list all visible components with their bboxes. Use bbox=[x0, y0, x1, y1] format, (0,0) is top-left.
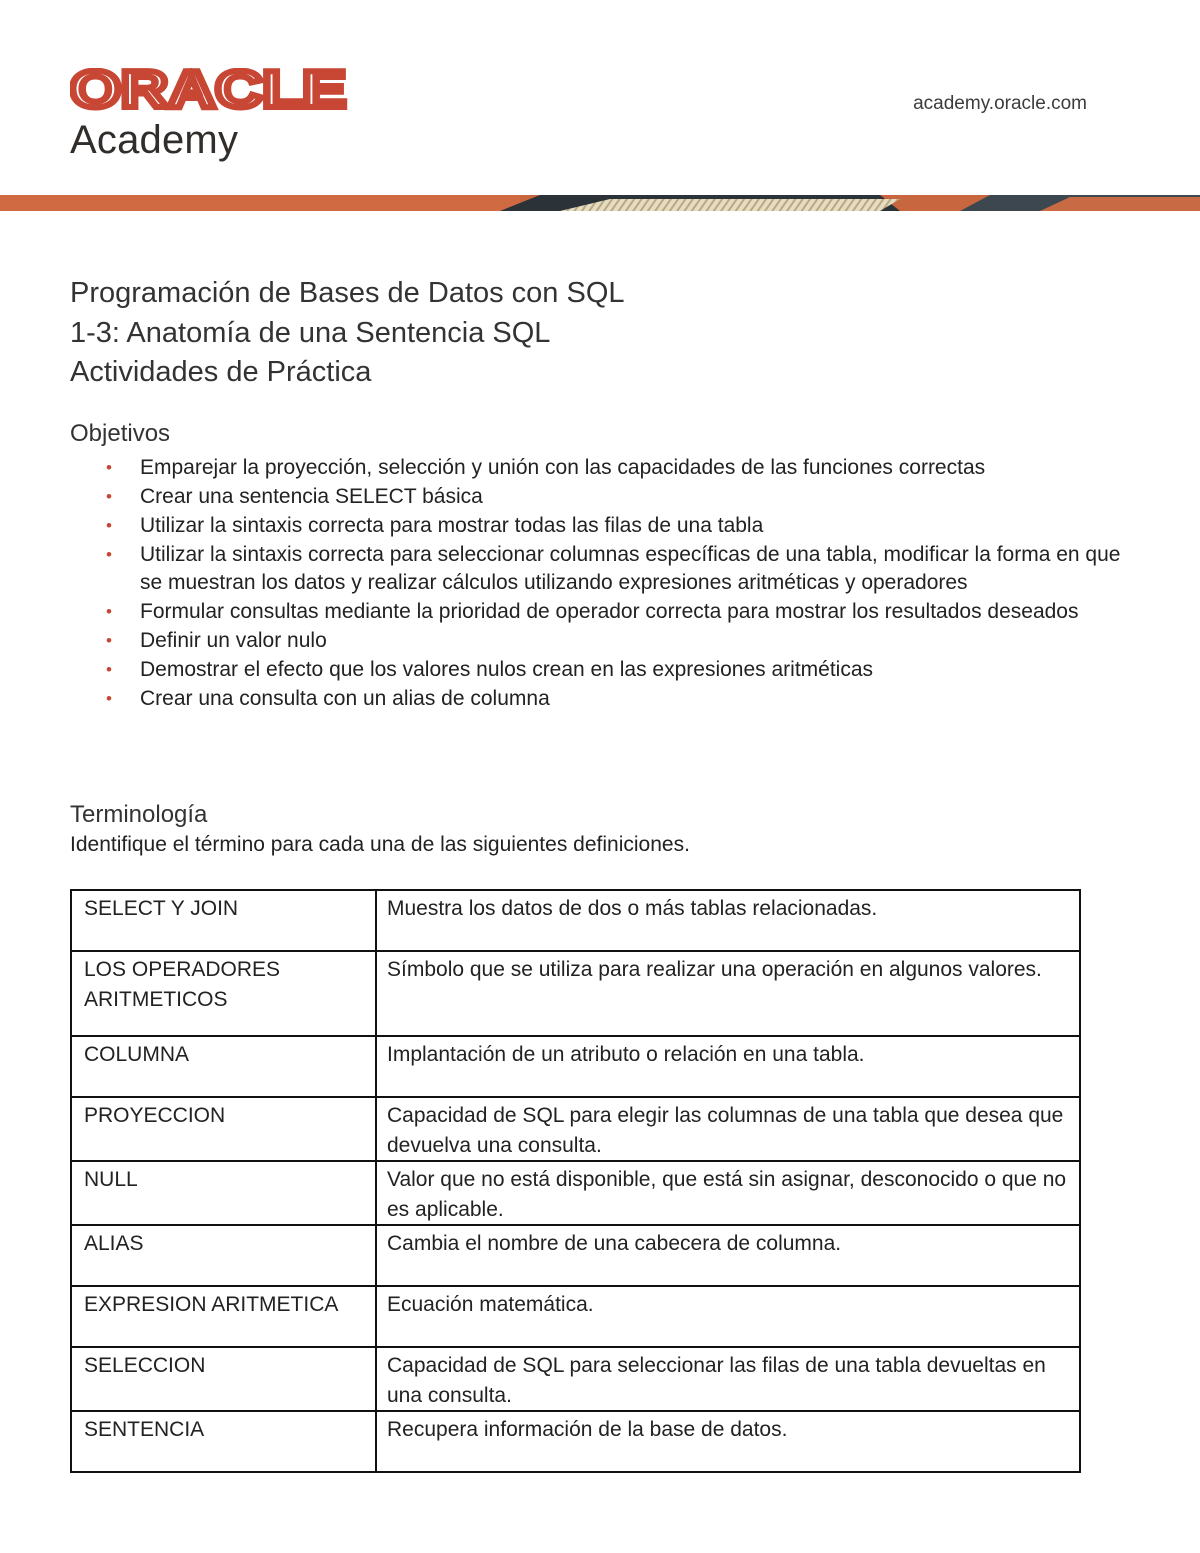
term-cell[interactable]: SELECCION bbox=[71, 1347, 376, 1411]
lesson-title: 1-3: Anatomía de una Sentencia SQL bbox=[70, 316, 551, 349]
definition-cell: Implantación de un atributo o relación en una tabla. bbox=[376, 1036, 1080, 1097]
bullet-icon: • bbox=[106, 487, 112, 506]
objectives-heading: Objetivos bbox=[70, 420, 171, 447]
term-cell[interactable]: SELECT Y JOIN bbox=[71, 890, 376, 951]
definition-cell: Muestra los datos de dos o más tablas relacionadas. bbox=[376, 890, 1080, 951]
course-title: Programación de Bases de Datos con SQL bbox=[70, 277, 625, 309]
objective-item: • Utilizar la sintaxis correcta para mostrar todas las filas de una tabla bbox=[70, 512, 1130, 540]
table-row bbox=[71, 1411, 1080, 1472]
term-cell[interactable]: SENTENCIA bbox=[71, 1411, 376, 1472]
bullet-icon: • bbox=[106, 602, 112, 622]
table-row bbox=[71, 1161, 1080, 1225]
objective-item: • Definir un valor nulo bbox=[70, 627, 1130, 655]
definition-cell: Valor que no está disponible, que está sin asignar, desconocido o que no es aplicable. bbox=[376, 1161, 1080, 1225]
oracle-wordmark: ORACLE bbox=[70, 68, 346, 112]
objective-item: • Utilizar la sintaxis correcta para seleccionar columnas específicas de una tabla, modificar la forma en que se muestran los datos y realizar cálculos utilizando expresiones aritméticas y operadores bbox=[106, 543, 1121, 595]
site-url[interactable]: academy.oracle.com bbox=[913, 93, 1087, 114]
table-row bbox=[71, 1097, 1080, 1161]
table-row bbox=[71, 1225, 1080, 1286]
terminology-heading: Terminología bbox=[70, 801, 208, 828]
table-row bbox=[71, 1347, 1080, 1411]
decorative-banner bbox=[0, 193, 1200, 213]
table-row bbox=[71, 951, 1080, 1036]
definition-cell: Símbolo que se utiliza para realizar una operación en algunos valores. bbox=[376, 951, 1080, 1036]
term-cell[interactable]: COLUMNA bbox=[71, 1036, 376, 1097]
objective-item: • Crear una sentencia SELECT básica bbox=[70, 483, 1130, 511]
objective-item: • Emparejar la proyección, selección y unión con las capacidades de las funciones correctas bbox=[70, 454, 1130, 482]
term-cell[interactable]: PROYECCION bbox=[71, 1097, 376, 1161]
term-cell[interactable]: NULL bbox=[71, 1161, 376, 1225]
definition-cell: Capacidad de SQL para seleccionar las filas de una tabla devueltas en una consulta. bbox=[376, 1347, 1080, 1411]
objective-item: • Formular consultas mediante la prioridad de operador correcta para mostrar los resultados deseados bbox=[70, 598, 1130, 626]
term-cell[interactable]: EXPRESION ARITMETICA bbox=[71, 1286, 376, 1347]
term-cell[interactable]: ALIAS bbox=[71, 1225, 376, 1286]
activity-title: Actividades de Práctica bbox=[70, 356, 372, 388]
terminology-instructions: Identifique el término para cada una de las siguientes definiciones. bbox=[70, 833, 690, 856]
bullet-icon: • bbox=[106, 631, 112, 651]
objectives-list bbox=[70, 454, 1130, 714]
bullet-icon: • bbox=[106, 545, 112, 564]
terminology-table bbox=[70, 889, 1081, 1473]
document-titles bbox=[70, 274, 625, 393]
objective-item: • Demostrar el efecto que los valores nulos crean en las expresiones aritméticas bbox=[70, 656, 1130, 684]
definition-cell: Cambia el nombre de una cabecera de columna. bbox=[376, 1225, 1080, 1286]
table-row bbox=[71, 890, 1080, 951]
table-row bbox=[71, 1036, 1080, 1097]
bullet-icon: • bbox=[106, 689, 112, 709]
definition-cell: Capacidad de SQL para elegir las columnas de una tabla que desea que devuelva una consulta. bbox=[376, 1097, 1080, 1161]
definition-cell: Ecuación matemática. bbox=[376, 1286, 1080, 1347]
bullet-icon: • bbox=[106, 516, 112, 535]
oracle-logo bbox=[70, 68, 348, 112]
table-row bbox=[71, 1286, 1080, 1347]
term-cell[interactable]: LOS OPERADORES ARITMETICOS bbox=[71, 951, 376, 1036]
bullet-icon: • bbox=[106, 660, 112, 680]
objective-item: • Crear una consulta con un alias de columna bbox=[70, 685, 1130, 713]
definition-cell: Recupera información de la base de datos. bbox=[376, 1411, 1080, 1472]
bullet-icon: • bbox=[106, 458, 112, 477]
academy-subtitle: Academy bbox=[70, 118, 239, 162]
